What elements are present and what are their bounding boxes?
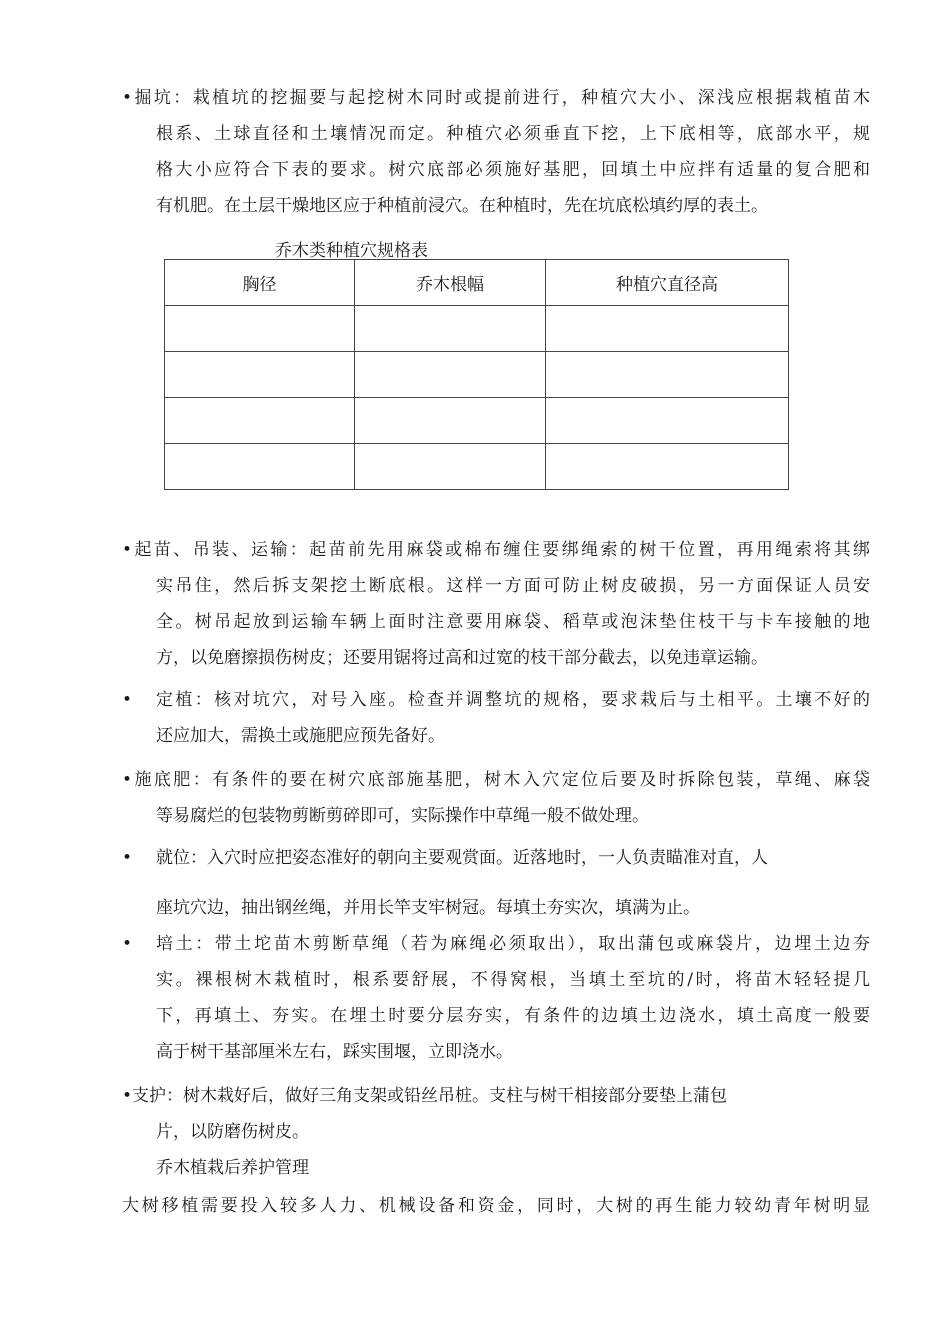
text-line: •掘坑：栽植坑的挖掘要与起挖树木同时或提前进行，种植穴大小、深浅应根据栽植苗木 (122, 88, 870, 108)
table-row (165, 306, 789, 352)
section-dingzhi (122, 682, 870, 754)
table-row (165, 398, 789, 444)
text-line: 片，以防磨伤树皮。 (156, 1122, 309, 1142)
header-cell: 种植穴直径高 (546, 260, 789, 306)
text-span: 定植：核对坑穴，对号入座。检查并调整坑的规格，要求栽后与土相平。土壤不好的 (156, 690, 870, 710)
text-line: 还应加大，需换土或施肥应预先备好。 (156, 726, 445, 746)
bullet-marker: • (122, 690, 133, 710)
text-line: 等易腐烂的包装物剪断剪碎即可，实际操作中草绳一般不做处理。 (156, 806, 649, 826)
bullet-marker: • (122, 934, 133, 954)
text-line: 方，以免磨擦损伤树皮；还要用锯将过高和过宽的枝干部分截去，以免违章运输。 (156, 648, 768, 668)
section-heading: 乔木植栽后养护管理 (156, 1158, 309, 1178)
table-cell (355, 444, 546, 490)
section-shidifei (122, 762, 870, 834)
text-line: 格大小应符合下表的要求。树穴底部必须施好基肥，回填土中应拌有适量的复合肥和 (156, 160, 870, 180)
section-jiuwei (122, 840, 870, 926)
text-span: 培土：带土坨苗木剪断草绳（若为麻绳必须取出），取出蒲包或麻袋片，边埋土边夯 (156, 934, 870, 954)
table-cell (355, 352, 546, 398)
section-juekeng (122, 80, 870, 224)
bullet-marker: • (122, 848, 133, 868)
table-row (165, 352, 789, 398)
section-peitu (122, 926, 870, 1070)
table-cell (165, 398, 355, 444)
table-header-row (165, 260, 789, 306)
text-line: 实吊住，然后拆支架挖土断底根。这样一方面可防止树皮破损，另一方面保证人员安 (156, 576, 870, 596)
table-cell (165, 306, 355, 352)
text-line: •支护：树木栽好后，做好三角支架或铅丝吊桩。支柱与树干相接部分要垫上蒲包 (122, 1086, 728, 1106)
table-cell (546, 306, 789, 352)
table-cell (165, 352, 355, 398)
text-line: •起苗、吊装、运输：起苗前先用麻袋或棉布缠住要绑绳索的树干位置，再用绳索将其绑 (122, 540, 870, 560)
table-cell (355, 306, 546, 352)
text-line: 座坑穴边，抽出钢丝绳，并用长竿支牢树冠。每填土夯实次，填满为止。 (156, 898, 700, 918)
table-cell (546, 398, 789, 444)
text-line: •施底肥：有条件的要在树穴底部施基肥，树木入穴定位后要及时拆除包装，草绳、麻袋 (122, 770, 870, 790)
text-span: 就位：入穴时应把姿态准好的朝向主要观赏面。近落地时，一人负责瞄准对直，人 (156, 848, 768, 868)
table-cell (546, 444, 789, 490)
text-line: 高于树干基部厘米左右，踩实围堰，立即浇水。 (156, 1042, 513, 1062)
planting-hole-spec-table (164, 259, 789, 490)
table-cell (546, 352, 789, 398)
table-caption: 乔木类种植穴规格表 (275, 241, 428, 261)
header-cell: 乔木根幅 (355, 260, 546, 306)
section-qimiao (122, 532, 870, 676)
text-line: 下，再填土、夯实。在埋土时要分层夯实，有条件的边填土边浇水，填土高度一般要 (156, 1006, 870, 1026)
text-line: 有机肥。在土层干燥地区应于种植前浸穴。在种植时，先在坑底松填约厚的表土。 (156, 196, 768, 216)
text-line: 根系、土球直径和土壤情况而定。种植穴必须垂直下挖，上下底相等，底部水平，规 (156, 124, 870, 144)
text-line (122, 926, 870, 962)
section-zhihu (122, 1078, 870, 1150)
text-line (122, 682, 870, 718)
header-cell: 胸径 (165, 260, 355, 306)
text-line: 实。裸根树木栽植时，根系要舒展，不得窝根，当填土至坑的/时，将苗木轻轻提几 (156, 970, 870, 990)
text-line: 全。树吊起放到运输车辆上面时注意要用麻袋、稻草或泡沫垫住枝干与卡车接触的地 (156, 612, 870, 632)
table-row (165, 444, 789, 490)
table-cell (165, 444, 355, 490)
text-line (122, 840, 870, 876)
table-cell (355, 398, 546, 444)
body-paragraph: 大树移植需要投入较多人力、机械设备和资金，同时，大树的再生能力较幼青年树明显 (122, 1196, 870, 1216)
